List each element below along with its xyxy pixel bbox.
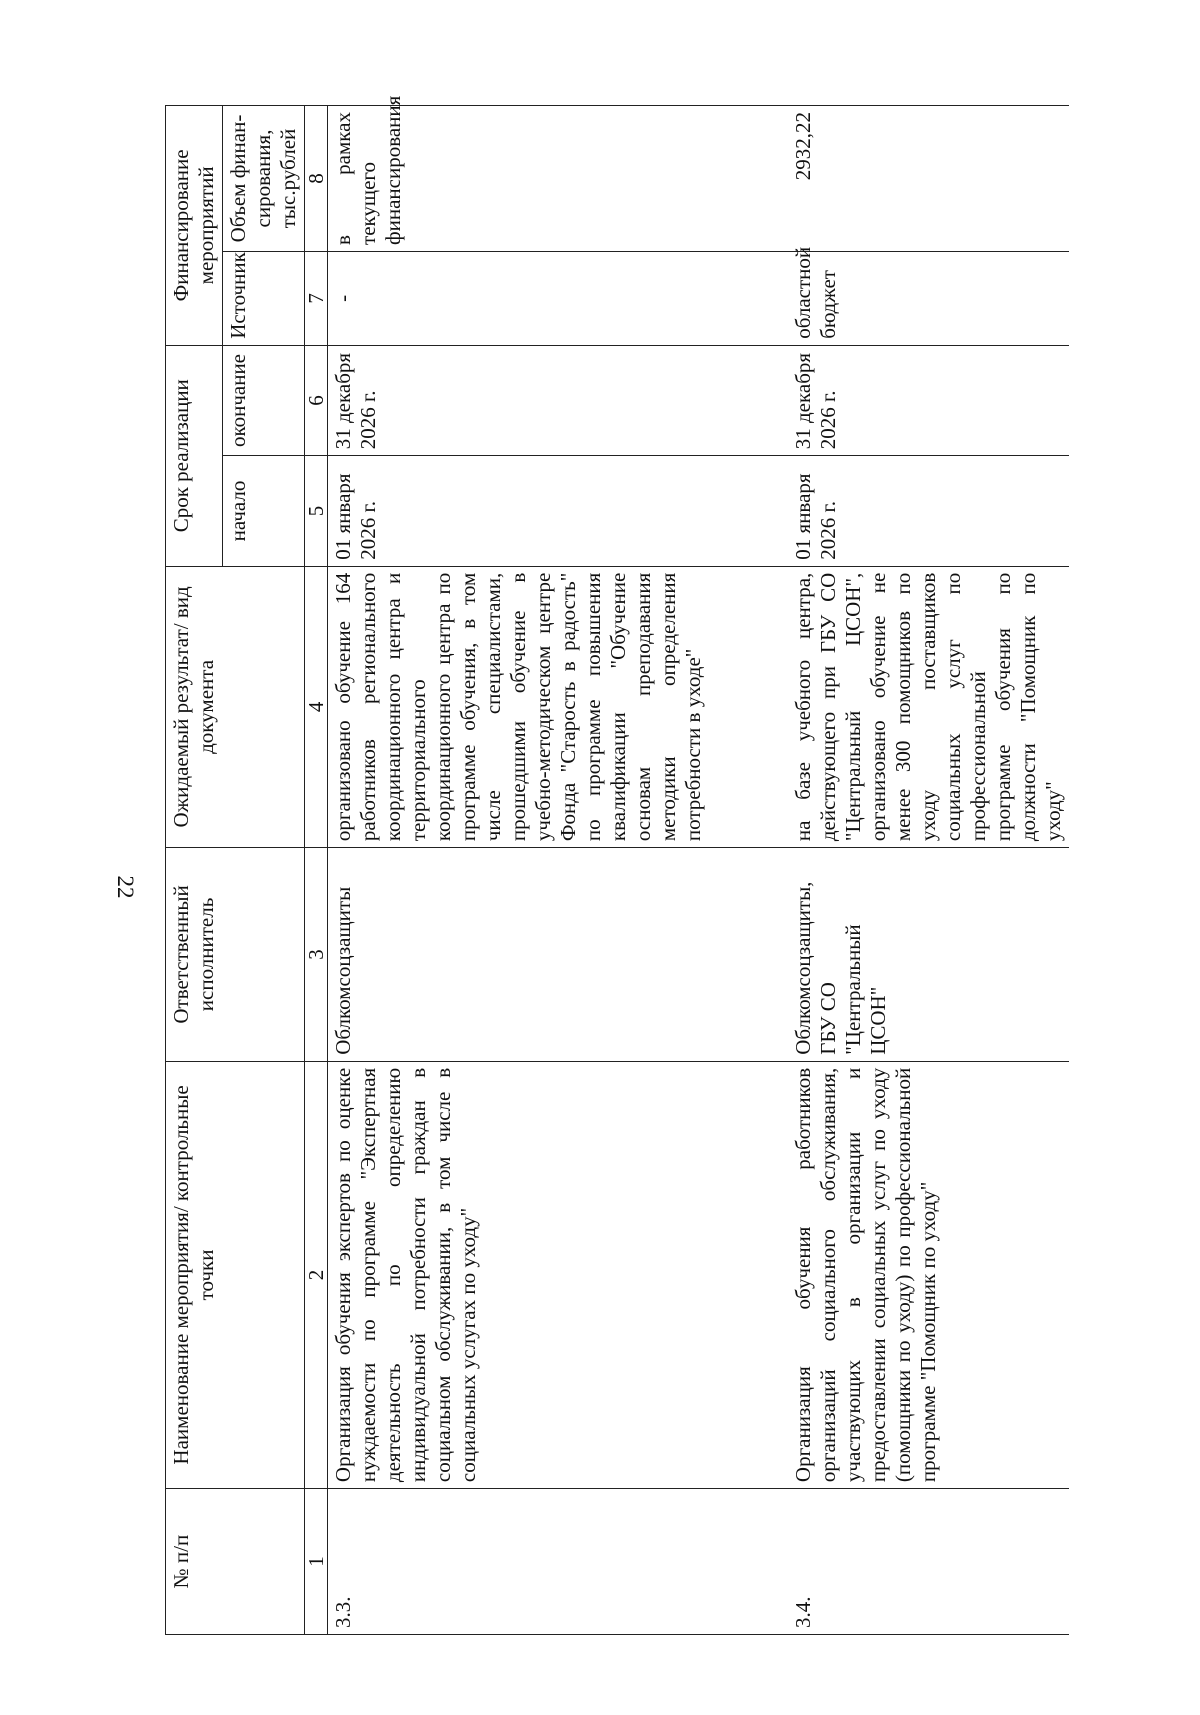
page-number: 22: [113, 875, 138, 899]
header-funding: Финансирование мероприятий: [166, 106, 223, 346]
header-period-start: начало: [223, 456, 305, 566]
header-executor: Ответственный исполнитель: [166, 848, 305, 1062]
funding-source: -: [328, 251, 788, 345]
start-date: 01 января 2026 г.: [328, 456, 788, 566]
funding-volume: в рамках текущего финансирования: [328, 106, 788, 252]
column-number-row: [305, 106, 328, 1635]
header-funding-volume: Объем финан-сирования, тыс.рублей: [223, 106, 305, 252]
column-number: 4: [305, 566, 328, 847]
column-number: 2: [305, 1061, 328, 1488]
end-date: 31 декабря 2026 г.: [788, 345, 1069, 455]
expected-result: организовано обучение 164 работников регионального координационного центра и территориального координационного центра по программе обучения, в том числе специалистами, прошедшими обучение в учебно-методическом центре Фонда "Старость в радость" по программе повышения квалификации "Обучение основам преподавания методики определения потребности в уходе": [328, 566, 788, 847]
responsible-executor: Облкомсоцзащиты, ГБУ СО "Центральный ЦСОН": [788, 848, 1069, 1062]
activity-name: Организация обучения экспертов по оценке нуждаемости по программе "Экспертная деятельность по определению индивидуальной потребности граждан в социальном обслуживании, в том числе в социальных услугах по уходу": [328, 1061, 788, 1488]
expected-result: на базе учебного центра, действующего при ГБУ СО "Центральный ЦСОН", организовано обучение не менее 300 помощников по уходу поставщиков социальных услуг по профессиональной программе обучения по должности "Помощник по уходу": [788, 566, 1069, 847]
header-period-end: окончание: [223, 345, 305, 455]
rotated-page-content: [165, 95, 1115, 1635]
row-number: 3.4.: [788, 1489, 1069, 1635]
column-number: 3: [305, 848, 328, 1062]
column-number: 1: [305, 1489, 328, 1635]
header-row: [166, 106, 223, 1635]
end-date: 31 декабря 2026 г.: [328, 345, 788, 455]
header-period: Срок реализации: [166, 345, 223, 566]
header-num: № п/п: [166, 1489, 305, 1635]
table-row: [788, 106, 1069, 1635]
table-row: [328, 106, 788, 1635]
column-number: 6: [305, 345, 328, 455]
column-number: 8: [305, 106, 328, 252]
column-number: 5: [305, 456, 328, 566]
header-name: Наименование мероприятия/ контрольные точки: [166, 1061, 305, 1488]
funding-volume: 2932,22: [788, 106, 1069, 252]
header-funding-source: Источник: [223, 251, 305, 345]
funding-source: областной бюджет: [788, 251, 1069, 345]
header-result: Ожидаемый результат/ вид документа: [166, 566, 305, 847]
activity-name: Организация обучения работников организаций социального обслуживания, участвующих в организации и предоставлении социальных услуг по уходу (помощники по уходу) по профессиональной программе "Помощник по уходу": [788, 1061, 1069, 1488]
start-date: 01 января 2026 г.: [788, 456, 1069, 566]
column-number: 7: [305, 251, 328, 345]
activities-table: [165, 95, 1069, 1635]
responsible-executor: Облкомсоцзащиты: [328, 848, 788, 1062]
row-number: 3.3.: [328, 1489, 788, 1635]
